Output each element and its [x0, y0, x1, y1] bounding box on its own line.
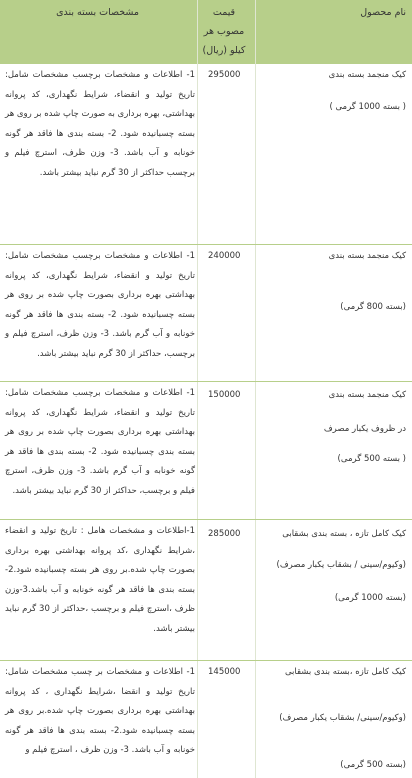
product-name-line: کیک کامل تازه ،بسته بندی بشقابی [284, 667, 406, 677]
product-name-line: ( بسته 1000 گرمی ) [329, 102, 406, 112]
header-packaging-spec: مشخصات بسته بندی [56, 7, 139, 18]
product-name-cell [268, 520, 406, 660]
header-price-line1: قیمت [212, 7, 236, 18]
header-price-line2: مصوب هر [203, 26, 245, 37]
spec-cell: 1- اطلاعات و مشخصات بر چسب مشخصات شامل: تاریخ تولید و انقضا ،شرایط نگهداری ، کد پروانه بهداشتی بهره برداری بصورت چاپ شده.بر روی هر بسته چسبانیده شود.2- بسته بندی ها فاقد هر گونه خونابه و آب باشد. 3- وزن ظرف ، استرچ فیلم و [5, 667, 196, 755]
spec-cell: 1- اطلاعات و مشخصات برچسب مشخصات شامل: تاریخ تولید و انقضاء، شرایط نگهداری، کد پروانه بهداشتی بهره برداری بصورت چاپ شده بر روی هر بسته چسبانیده شود. 2- بسته بندی ها فاقد هر گونه خونابه و آب گرم باشد. 3- وزن ظرف، استرچ فیلم و برچسب، حداکثر از 30 گرم نباید بیشتر باشد. [5, 251, 196, 359]
header-product-name: نام محصول [360, 7, 406, 18]
product-name-line: کیک منجمد بسته بندی [328, 251, 406, 261]
table-header [0, 0, 412, 64]
product-name-line: کیک منجمد بسته بندی [328, 70, 406, 80]
product-name-line: کیک کامل تازه ، بسته بندی بشقابی [282, 529, 406, 539]
price-cell: 240000 [208, 251, 241, 261]
table-row [0, 245, 412, 381]
product-name-line: (بسته 500 گرمی ) [337, 454, 406, 464]
spec-cell: 1-اطلاعات و مشخصات هامل : تاریخ تولید و انقضاء ،شرایط نگهداری ،کد پروانه بهداشتی بهره برداری بصورت چاپ شده.بر روی هر بسته چسبانیده شود.2-بسته بندی ها فاقد هر گونه خونابه و آب باشد.3-وزن ظرف ،استرچ فیلم و برچسب ،حداکثر از 30 گرم نباید بیشتر باشد. [5, 526, 195, 634]
product-name-line: (بسته 500 گرمی) [340, 760, 406, 770]
product-name-cell [268, 64, 406, 244]
product-name-line: کیک منجمد بسته بندی [328, 390, 406, 400]
product-name-line: (وکیوم/سینی/ بشقاب یکبار مصرف) [279, 713, 406, 723]
table-row [0, 382, 412, 519]
product-name-line: در ظروف یکبار مصرف [323, 424, 406, 434]
spec-cell: 1- اطلاعات و مشخصات برچسب مشخصات شامل: تاریخ تولید و انقضاء، شرایط نگهداری، کد پروانه بهداشتی، بهره برداری به صورت چاپ شده بر روی هر بسته چسبانیده شود. 2- بسته بندی ها فاقد هر گونه خونابه و آب باشد. 3- وزن ظرف، استرچ فیلم و برچسب حداکثر از 30 گرم نباید بیشتر باشد. [5, 70, 196, 178]
price-cell: 285000 [208, 529, 241, 539]
table-row [0, 520, 412, 660]
price-cell: 295000 [208, 70, 241, 80]
product-name-cell [268, 245, 406, 381]
table-row [0, 64, 412, 244]
product-name-line: (بسته 800 گرمی) [340, 302, 406, 312]
product-name-line: (بسته 1000 گرمی) [334, 593, 406, 603]
price-cell: 150000 [208, 390, 241, 400]
table-row [0, 661, 412, 778]
price-cell: 145000 [208, 667, 241, 677]
header-price [198, 3, 250, 60]
spec-cell: 1- اطلاعات و مشخصات برچسب مشخصات شامل: تاریخ تولید و انقضاء، شرایط نگهداری، کد پروانه بهداشتی بهره برداری بصورت چاپ شده بر روی هر بسته بندی چسبانیده شود. 2- بسته بندی ها فاقد هر گونه خونابه و آب گرم باشد. 3- وزن ظرف، استرچ فیلم و برچسب، حداکثر از 30 گرم نباید بیشتر باشد. [5, 388, 195, 496]
product-name-line: (وکیوم/سینی / بشقاب یکبار مصرف) [276, 560, 406, 570]
product-name-cell [268, 382, 406, 519]
header-price-line3: کیلو (ریال) [202, 45, 246, 56]
product-name-cell [268, 661, 406, 778]
